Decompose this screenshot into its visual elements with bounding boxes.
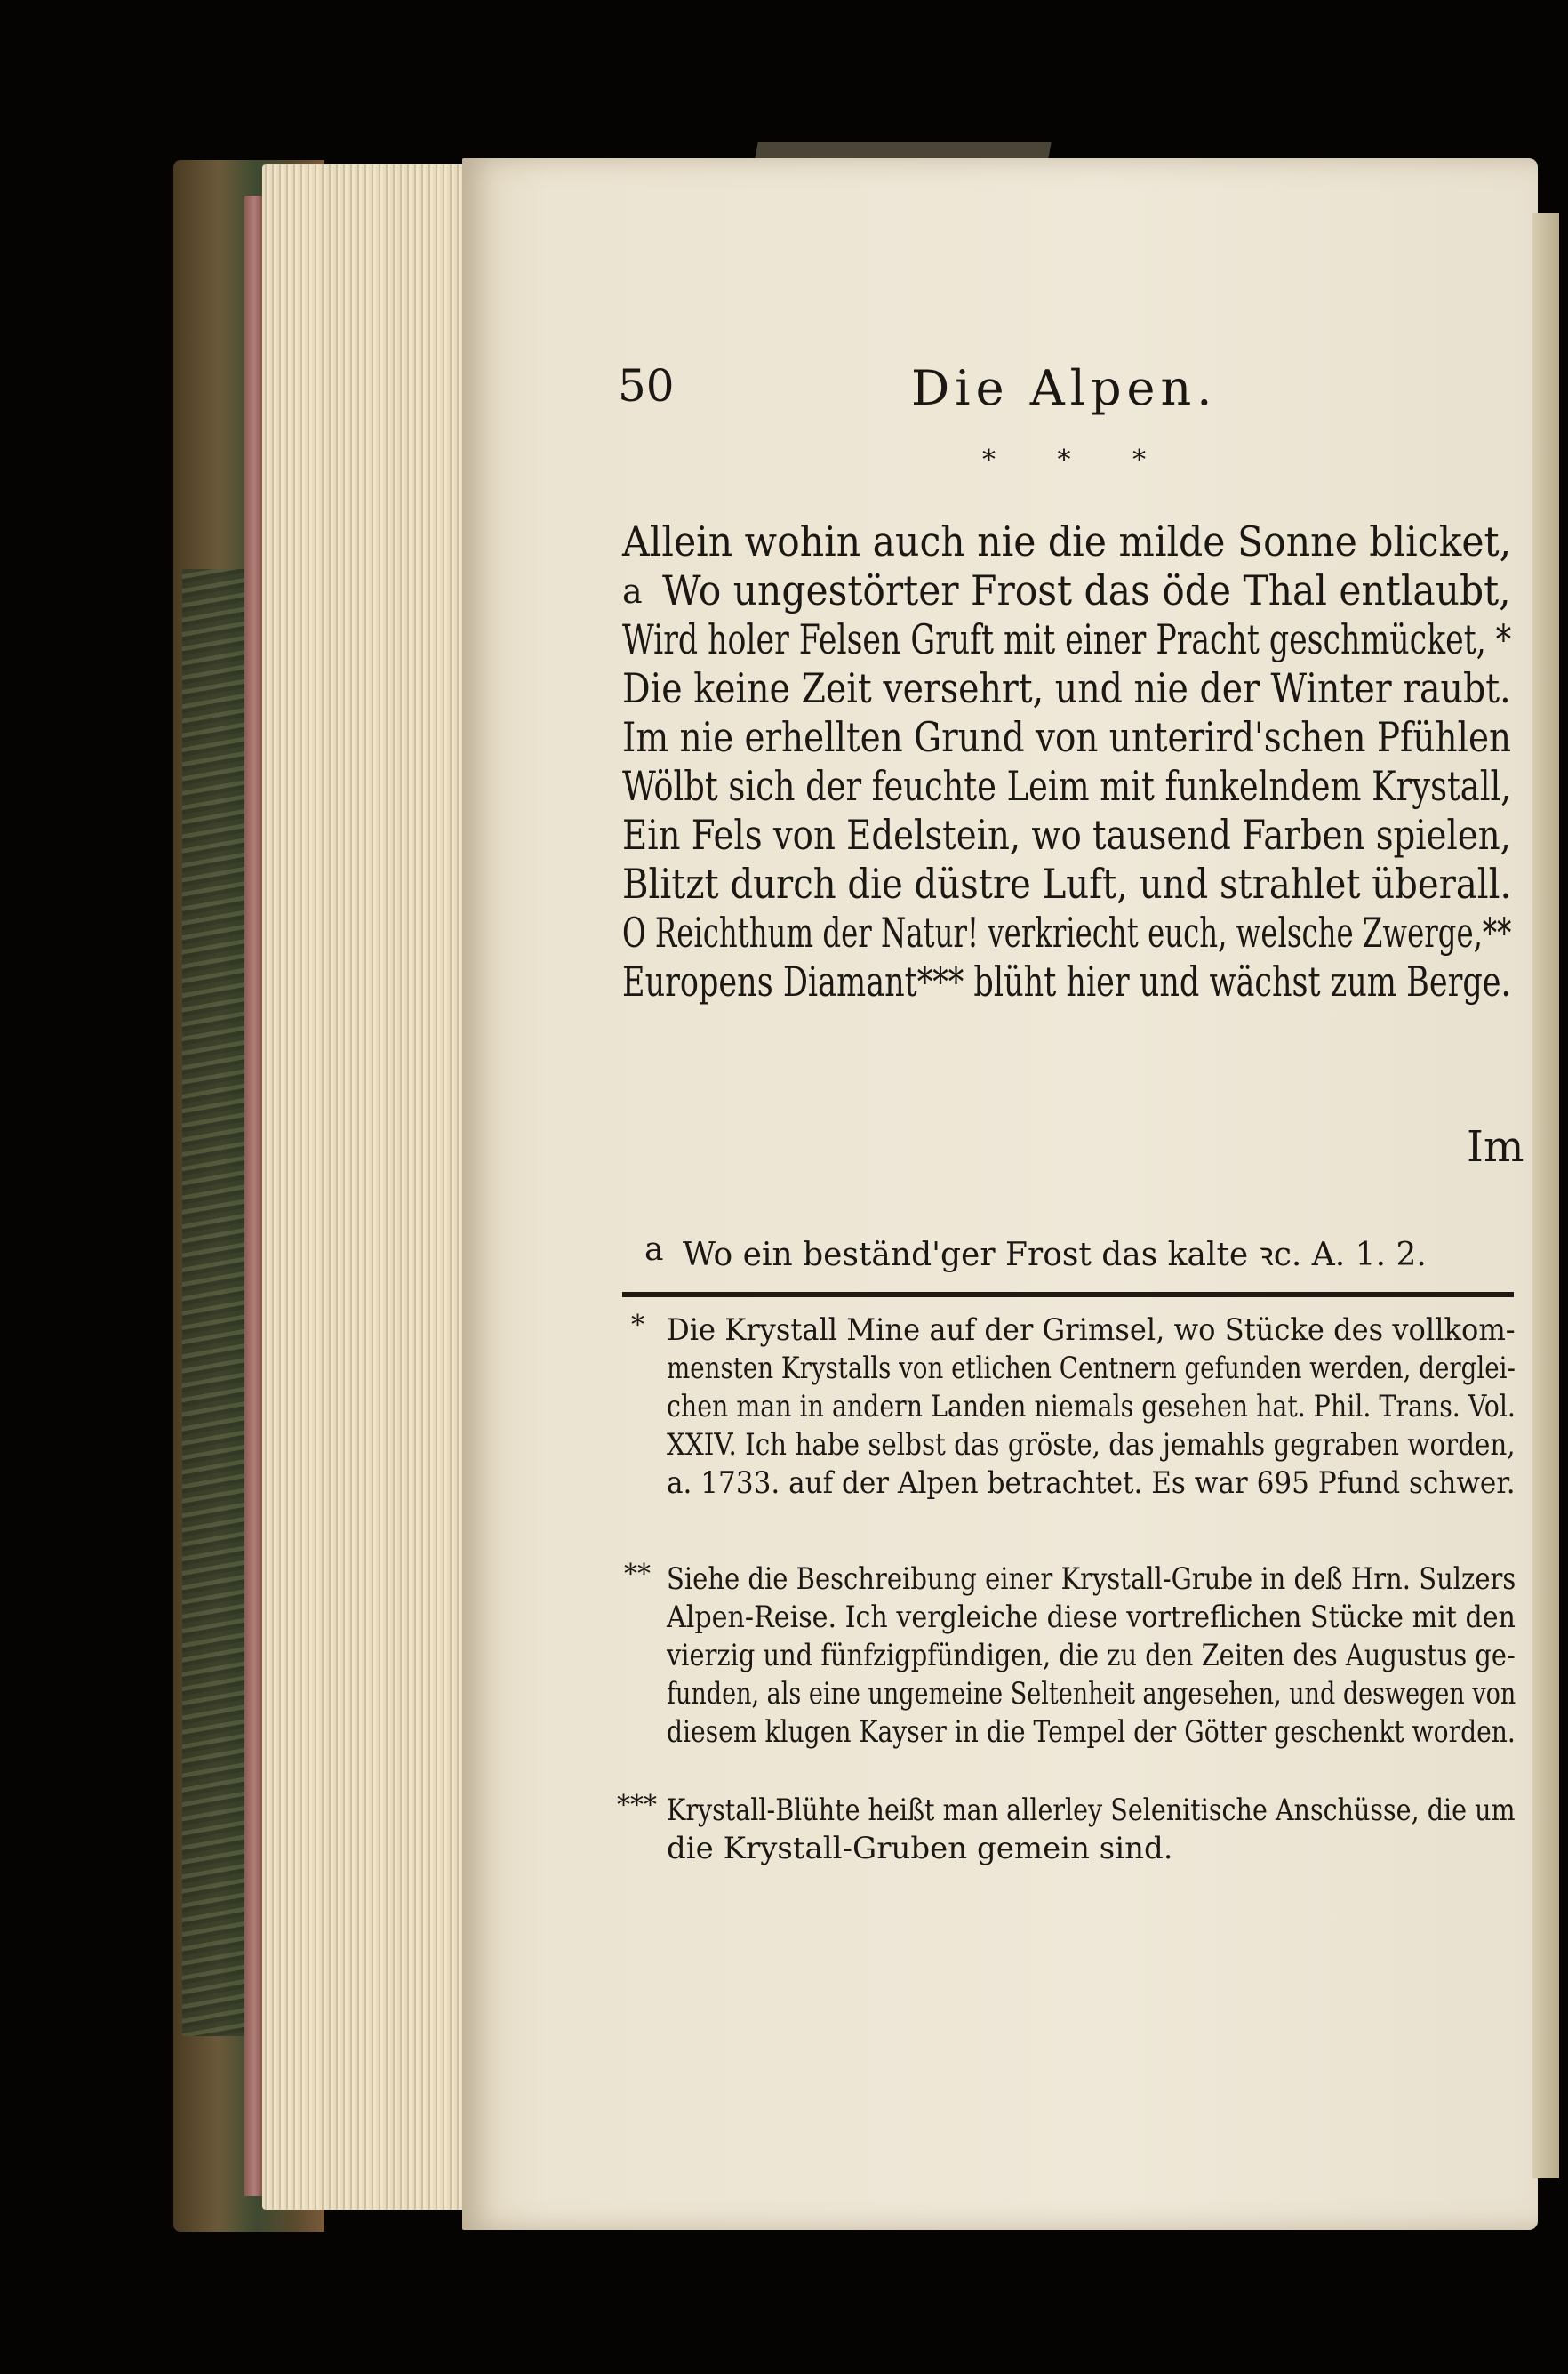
section-mark: * * * (982, 445, 1173, 476)
cover-marbling (182, 569, 253, 2036)
verse-line: Blitzt durch die düstre Luft, und strahlet überall. (622, 860, 1512, 908)
verse-line: Ein Fels von Edelstein, wo tausend Farben spielen, (622, 811, 1511, 859)
footnote-line: XXIV. Ich habe selbst das gröste, das jemahls gegraben worden, (667, 1427, 1516, 1463)
verse-line: Europens Diamant*** blüht hier und wächst zum Berge. (622, 958, 1511, 1006)
running-head: Die Alpen. (911, 360, 1218, 416)
footnote-line: die Krystall-Gruben gemein sind. (667, 1831, 1173, 1866)
footnote-line: a. 1733. auf der Alpen betrachtet. Es war 695 Pfund schwer. (667, 1465, 1516, 1501)
verse-line: Wölbt sich der feuchte Leim mit funkelndem Krystall, (622, 762, 1512, 810)
verse-line: Wo ungestörter Frost das öde Thal entlaubt, (662, 566, 1511, 614)
footnote-line: vierzig und fünfzigpfündigen, die zu den Zeiten des Augustus ge- (667, 1638, 1516, 1673)
verse-line: Im nie erhellten Grund von unterird'schen Pfühlen (622, 713, 1512, 761)
red-page-edge (244, 196, 264, 2196)
verse-line-marker: a (622, 572, 643, 611)
footnote-line: Alpen-Reise. Ich vergleiche diese vortreflichen Stücke mit den (667, 1600, 1516, 1635)
footnote-line: mensten Krystalls von etlichen Centnern gefunden werden, derglei- (667, 1351, 1516, 1386)
footnote-marker: * (631, 1310, 644, 1341)
variant-note: Wo ein beständ'ger Frost das kalte ꝛc. A. 1. 2. (683, 1237, 1427, 1273)
verse-line: Wird holer Felsen Gruft mit einer Pracht geschmücket, * (622, 615, 1512, 663)
page-number: 50 (618, 360, 675, 412)
catchword: Im (1467, 1122, 1524, 1172)
footnote-rule (622, 1292, 1514, 1297)
next-page-edge (1532, 213, 1559, 2178)
footnote-marker: ** (624, 1559, 651, 1590)
verse-line: Allein wohin auch nie die milde Sonne blicket, (622, 517, 1512, 565)
footnote-line: Siehe die Beschreibung einer Krystall-Grube in deß Hrn. Sulzers (667, 1561, 1516, 1597)
page-block-edge (262, 164, 480, 2210)
footnote-line: Krystall-Blühte heißt man allerley Selenitische Anschüsse, die um (667, 1793, 1516, 1828)
footnote-marker: *** (617, 1790, 657, 1821)
footnote-line: chen man in andern Landen niemals gesehen hat. Phil. Trans. Vol. (667, 1389, 1516, 1424)
verse-line: Die keine Zeit versehrt, und nie der Winter raubt. (622, 664, 1511, 712)
verse-line: O Reichthum der Natur! verkriecht euch, welsche Zwerge,** (622, 909, 1512, 957)
footnote-line: Die Krystall Mine auf der Grimsel, wo Stücke des vollkom- (667, 1312, 1516, 1348)
footnote-line: funden, als eine ungemeine Seltenheit angesehen, und deswegen von (667, 1676, 1516, 1712)
variant-note-marker: a (644, 1231, 664, 1268)
footnote-line: diesem klugen Kayser in die Tempel der Götter geschenkt worden. (667, 1714, 1516, 1750)
